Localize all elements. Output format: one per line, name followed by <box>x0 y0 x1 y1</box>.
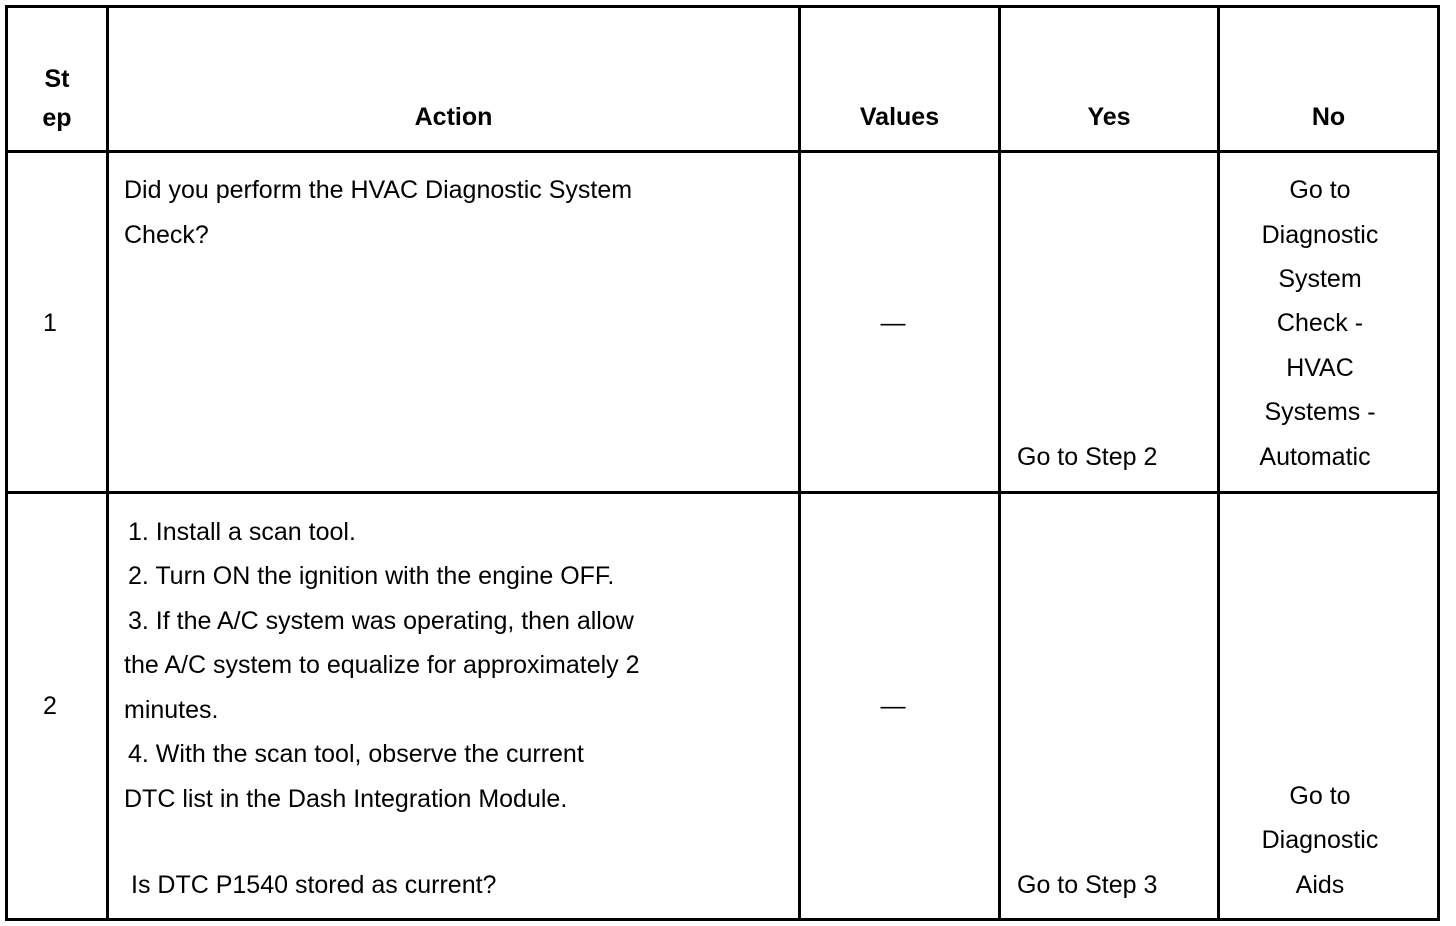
table-border-bottom <box>5 918 1440 921</box>
action-list-item: 1. Install a scan tool. <box>128 518 356 546</box>
action-text: minutes. <box>124 696 219 724</box>
table-border-left <box>5 5 8 921</box>
values-cell: — <box>880 692 906 720</box>
column-divider <box>998 5 1001 921</box>
yes-cell: Go to Step 3 <box>1017 871 1158 899</box>
action-list-item: 4. With the scan tool, observe the current <box>128 740 584 768</box>
row-divider <box>5 491 1440 494</box>
no-cell-line: Go to <box>1289 176 1351 204</box>
no-cell-line: Systems - <box>1264 398 1376 426</box>
no-cell-line: Automatic <box>1259 443 1371 471</box>
action-text: Did you perform the HVAC Diagnostic System <box>124 176 633 204</box>
no-cell-line: Diagnostic <box>1261 221 1379 249</box>
header-action: Action <box>414 103 493 131</box>
no-cell-line: Diagnostic <box>1261 826 1379 854</box>
step-number: 2 <box>43 692 57 720</box>
header-values: Values <box>859 103 940 131</box>
action-question: Is DTC P1540 stored as current? <box>131 871 497 899</box>
header-no: No <box>1311 103 1346 131</box>
diagnostic-table <box>5 5 1440 921</box>
header-divider <box>5 150 1440 153</box>
action-text: the A/C system to equalize for approximately 2 <box>124 651 640 679</box>
no-cell-line: System <box>1278 265 1362 293</box>
table-border-top <box>5 5 1440 8</box>
header-step-line2: ep <box>42 104 72 132</box>
yes-cell: Go to Step 2 <box>1017 443 1158 471</box>
no-cell-line: Check - <box>1276 309 1364 337</box>
action-text: Check? <box>124 221 209 249</box>
no-cell-line: Go to <box>1289 782 1351 810</box>
action-text: DTC list in the Dash Integration Module. <box>124 785 568 813</box>
table-border-right <box>1437 5 1440 921</box>
step-number: 1 <box>43 309 57 337</box>
header-yes: Yes <box>1087 103 1131 131</box>
no-cell-line: Aids <box>1295 871 1345 899</box>
column-divider <box>798 5 801 921</box>
action-list-item: 2. Turn ON the ignition with the engine OFF. <box>128 562 615 590</box>
action-list-item: 3. If the A/C system was operating, then allow <box>128 607 634 635</box>
header-step-line1: St <box>44 65 70 93</box>
values-cell: — <box>880 309 906 337</box>
no-cell-line: HVAC <box>1286 354 1354 382</box>
column-divider <box>106 5 109 921</box>
